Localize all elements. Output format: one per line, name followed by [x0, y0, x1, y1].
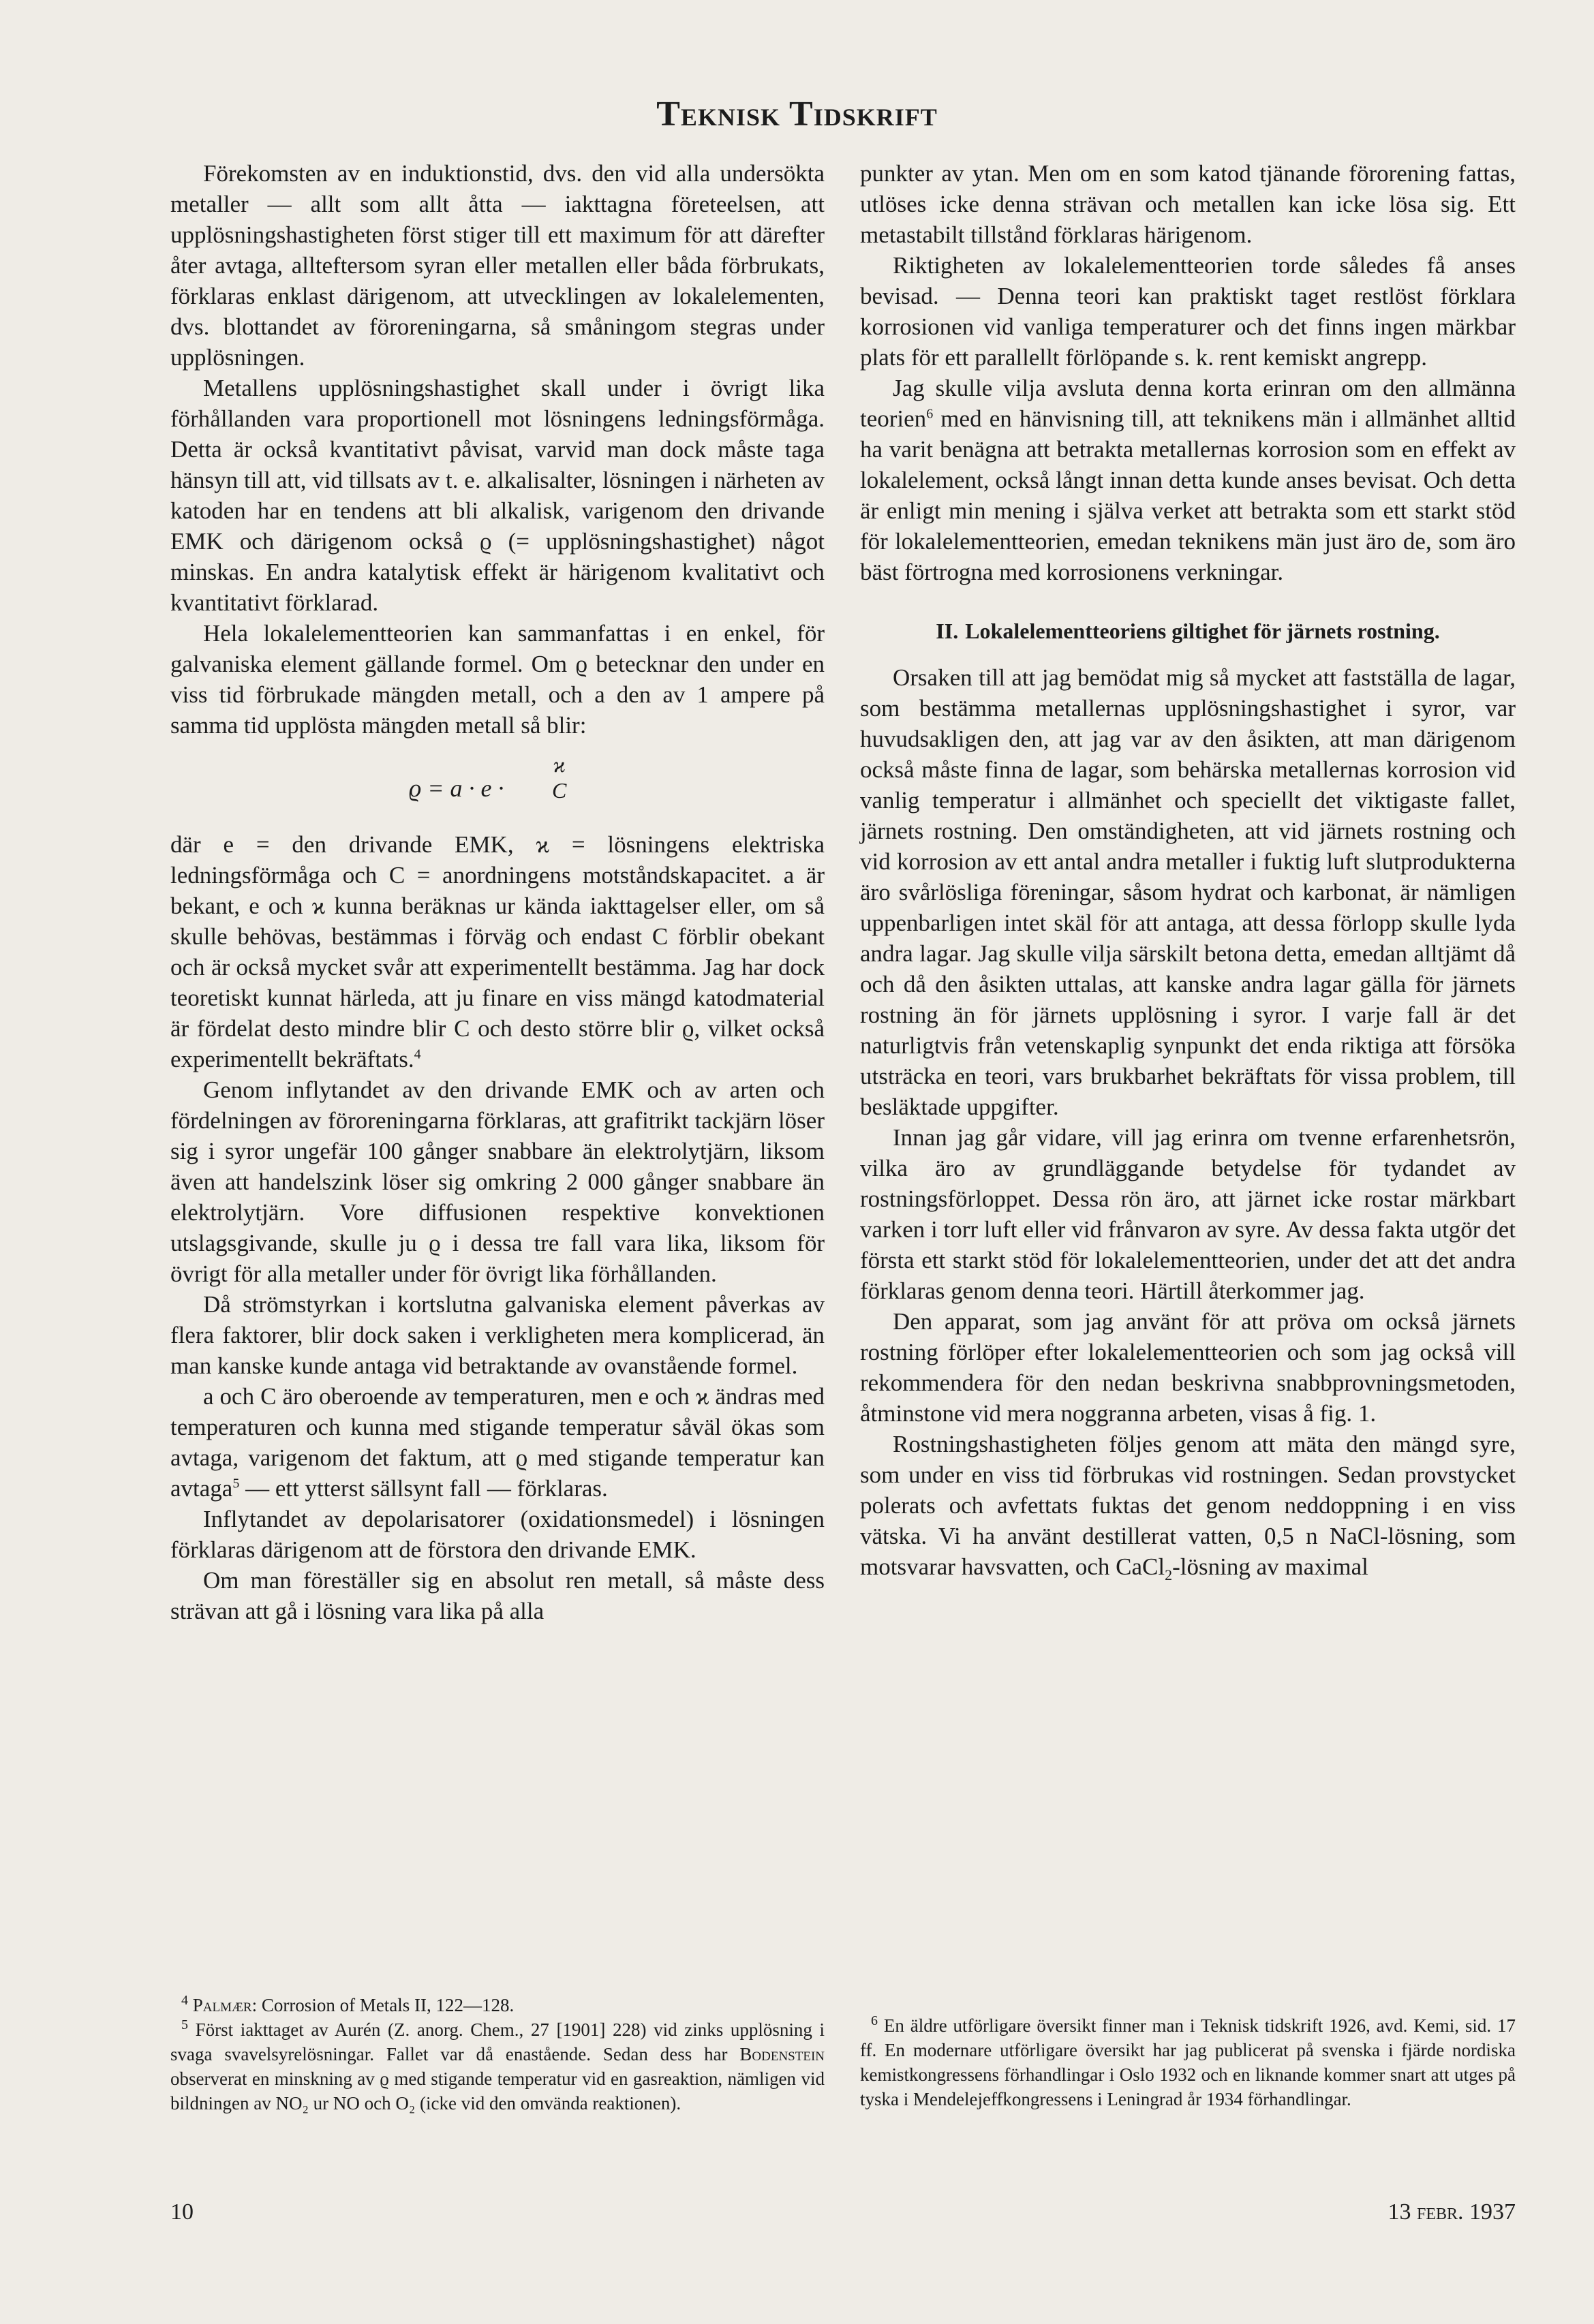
paragraph: Innan jag går vidare, vill jag erinra om tvenne erfarenhetsrön, vilka äro av grundläggande betydelse för tydandet av rostningsförloppet. Dessa rön äro, att järnet icke rostar märkbart varken i torr luft eller vid frånvaron av syre. Av dessa fakta utgör det första ett starkt stöd för lokalelementteorien, under det att det andra förklaras genom denna teori. Härtill återkommer jag. [860, 1124, 1516, 1304]
paragraph: Den apparat, som jag använt för att pröva om också järnets rostning förlöper efter lokalelementteorien och som jag också vill rekommendera för den nedan beskrivna snabbprovningsmetoden, åtminstone vid mera noggranna arbeten, visas å fig. 1. [860, 1308, 1516, 1427]
footnote-text: observerat en minskning av ϱ med stigande temperatur vid en gasreaktion, nämligen vid bildningen av NO₂ ur NO och O₂ (icke vid den omvända reaktionen). [170, 2069, 825, 2113]
footnote-text: En äldre utförligare översikt finner man i Teknisk tidskrift 1926, avd. Kemi, sid. 17 ff. En modernare utförligare översikt har jag publicerat på svenska i fjärde nordiska kemistkongressens förhandlingar i Oslo 1932 och en liknande kommer snart att utges på tyska i Mendelejeffkongressens i Leningrad år 1934 förhandlingar. [860, 2015, 1516, 2109]
paragraph: Förekomsten av en induktionstid, dvs. den vid alla undersökta metaller — allt som allt åtta — iakttagna företeelsen, att upplösningshastigheten först stiger till ett maximum för att därefter åter avtaga, allteftersom syran eller metallen eller båda förbrukats, förklaras enklast därigenom, att utvecklingen av lokalelementen, dvs. blottandet av föroreningarna, så småningom stegras under upplösningen. [170, 160, 825, 371]
section-heading [860, 617, 1516, 645]
paragraph: punkter av ytan. Men om en som katod tjänande förorening fattas, utlöses icke denna strävan och metallen kan icke lösa sig. Ett metastabilt tillstånd förklaras härigenom. [860, 160, 1516, 248]
footnote-number: 5 [181, 2017, 188, 2032]
paragraph [170, 1381, 825, 1504]
footnote-ref: 4 [414, 1047, 421, 1062]
formula-main: ϱ = a · e · [409, 775, 504, 802]
paragraph: Inflytandet av depolarisatorer (oxidationsmedel) i lösningen förklaras därigenom att de förstora den drivande EMK. [170, 1506, 825, 1563]
paragraph [170, 829, 825, 1074]
paragraph-text: — ett ytterst sällsynt fall — förklaras. [239, 1475, 608, 1502]
paragraph: Hela lokalelementteorien kan sammanfattas i en enkel, för galvaniska element gällande formel. Om ϱ betecknar den under en viss tid förbrukade mängden metall, och a den av 1 ampere på samma tid upplösta mängden metall så blir: [170, 620, 825, 739]
footnote-author: Palmær [192, 1995, 252, 2015]
footnote-4 [170, 1993, 825, 2017]
journal-header: Teknisk Tidskrift [656, 95, 938, 134]
paragraph: Riktigheten av lokalelementteorien torde således få anses bevisad. — Denna teori kan praktiskt taget restlöst förklara korrosionen vid vanliga temperaturer och det finns ingen märkbar plats för ett parallellt förlöpande s. k. rent kemiskt angrepp. [860, 252, 1516, 371]
paragraph-text: -lösning av maximal [1172, 1553, 1368, 1580]
footnote-number: 6 [871, 2013, 878, 2028]
footnote-ref: 5 [232, 1476, 240, 1491]
paragraph: Orsaken till att jag bemödat mig så mycket att fastställa de lagar, som bestämma metallernas upplösningshastighet i syror, var huvudsakligen den, att jag var av den åsikten, att man därigenom också måste finna de lagar, som behärska metallernas korrosion vid vanlig temperatur i allmänhet och speciellt det viktigaste fallet, järnets rostning. Den omständigheten, att vid järnets rostning och vid korrosion av ett antal andra metaller i fuktig luft slutprodukterna äro svårlösliga föreningar, såsom hydrat och karbonat, är nämligen uppenbarligen intet skäl för att antaga, att dessa förlopp skulle lyda andra lagar. Jag skulle vilja särskilt betona detta, emedan alltjämt då och då den åsikten uttalas, att kanske andra lagar gälla för järnets rostning än för järnets upplösning i syror. I varje fall är det naturligtvis från vetenskaplig synpunkt det enda riktiga att försöka utsträcka en teori, vars brukbarhet bekräftats för vissa problem, till besläktade uppgifter. [860, 664, 1516, 1120]
formula-fraction [552, 752, 566, 803]
paragraph: Då strömstyrkan i kortslutna galvaniska element påverkas av flera faktorer, blir dock saken i verkligheten mera komplicerad, än man kanske kunde antaga vid betraktande av ovanstående formel. [170, 1291, 825, 1379]
paragraph [860, 373, 1516, 587]
page-number: 10 [170, 2199, 194, 2225]
formula-numerator: ϰ [553, 752, 566, 777]
paragraph-text: a och C äro oberoende av temperaturen, men e och ϰ ändras med temperaturen och kunna med stigande temperatur såväl ökas som avtaga, varigenom det faktum, att ϱ med stigande temperatur kan avtaga [170, 1383, 825, 1502]
section-title: Lokalelementteoriens giltighet för järnets rostning. [965, 619, 1440, 643]
paragraph-text: Jag skulle vilja avsluta denna korta erinran om den allmänna teorien [860, 375, 1516, 432]
section-number: II. [936, 619, 959, 643]
paragraph: Metallens upplösningshastighet skall under i övrigt lika förhållanden vara proportionell mot lösningens ledningsförmåga. Detta är också kvantitativt påvisat, varvid man dock måste taga hänsyn till att, vid tillsats av t. e. alkalisalter, lösningen i närheten av katoden har en tendens att bli alkalisk, varigenom den drivande EMK och därigenom också ϱ (= upplösningshastighet) något minskas. En andra katalytisk effekt är härigenom kvalitativt och kvantitativt förklarad. [170, 375, 825, 616]
paragraph: Genom inflytandet av den drivande EMK och av arten och fördelningen av föroreningarna förklaras, att grafitrikt tackjärn löser sig i syror ungefär 100 gånger snabbare än elektrolytjärn, liksom även att handelszink löser sig omkring 2 000 gånger snabbare än elektrolytjärn. Vore diffusionen respektive konvektionen utslagsgivande, skulle ju ϱ i dessa tre fall vara lika, liksom för övrigt för alla metaller under för övrigt lika förhållanden. [170, 1076, 825, 1287]
paragraph [860, 1429, 1516, 1582]
subscript: 2 [1165, 1566, 1173, 1583]
footnote-text: Först iakttaget av Aurén (Z. anorg. Chem., 27 [1901] 228) vid zinks upplösning i svaga svavelsyrelösningar. Fallet var då enastående. Sedan dess har [170, 2019, 825, 2064]
footnotes-right [860, 2013, 1516, 2111]
footnotes-left [170, 1993, 825, 2116]
formula-denominator: C [552, 778, 567, 803]
footnote-6 [860, 2013, 1516, 2111]
paragraph: Om man föreställer sig en absolut ren metall, så måste dess strävan att gå i lösning vara lika på alla [170, 1567, 825, 1624]
footnote-author: Bodenstein [739, 2044, 825, 2064]
right-column [860, 158, 1516, 1582]
left-column [170, 158, 825, 1626]
formula [170, 752, 825, 809]
footnote-text: : Corrosion of Metals II, 122—128. [251, 1995, 515, 2015]
paragraph-text: med en hänvisning till, att teknikens män i allmänhet alltid ha varit benägna att betrakta metallernas korrosion som en effekt av lokalelement, också långt innan detta kunde anses bevisat. Och detta är enligt min mening i själva verket att betrakta som ett starkt stöd för lokalelementteorien, emedan teknikens män just äro de, som äro bäst förtrogna med korrosionens verkningar. [860, 405, 1516, 585]
footnote-5 [170, 2017, 825, 2116]
paragraph-text: där e = den drivande EMK, ϰ = lösningens elektriska ledningsförmåga och C = anordningens motståndskapacitet. a är bekant, e och ϰ kunna beräknas ur kända iakttagelser eller, om så skulle behövas, bestämmas i förväg och endast C förblir obekant och är också mycket svår att experimentellt bestämma. Jag har dock teoretiskt kunnat härleda, att ju finare en viss mängd katodmaterial är fördelat desto mindre blir C och desto större blir ϱ, vilket också experimentellt bekräftats. [170, 831, 825, 1072]
issue-date: 13 febr. 1937 [1388, 2199, 1516, 2225]
footnote-number: 4 [181, 1993, 188, 2008]
footnote-ref: 6 [926, 406, 934, 422]
paragraph-text: Rostningshastigheten följes genom att mäta den mängd syre, som under en viss tid förbrukas vid rostningen. Sedan provstycket polerats och avfettats fuktas det genom neddoppning i en viss vätska. Vi ha använt destillerat vatten, 0,5 n NaCl-lösning, som motsvarar havsvatten, och CaCl [860, 1431, 1516, 1580]
